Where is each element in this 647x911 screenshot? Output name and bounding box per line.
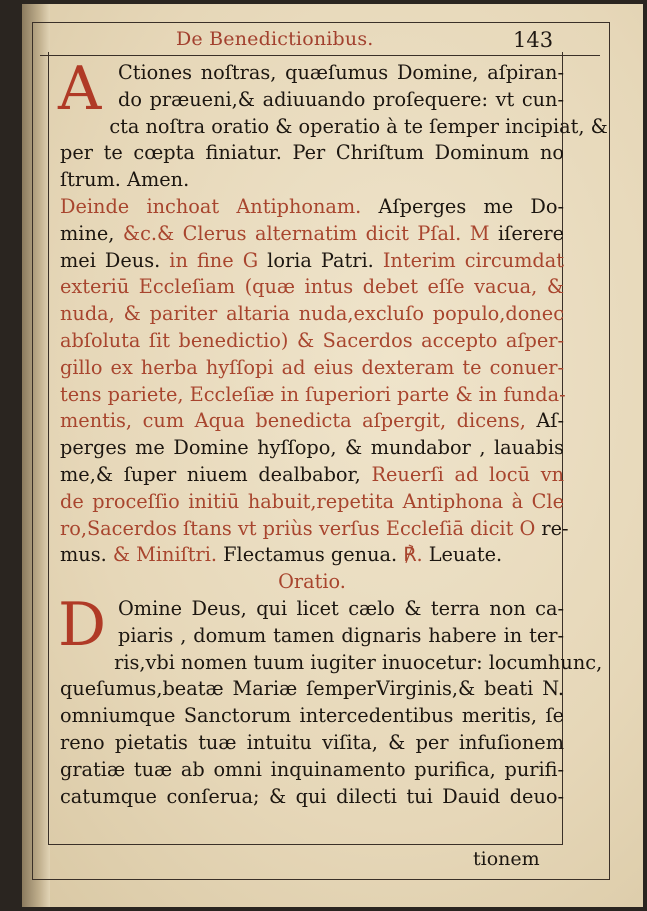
prayer-text: mus. — [60, 543, 113, 567]
prayer-text: Aſperges me Do- — [361, 194, 565, 218]
text-line: catumque conſerua; & qui dilecti tui Dauid deuo- — [60, 784, 564, 808]
prayer-text: Aſ- — [536, 409, 564, 433]
text-line — [60, 355, 564, 382]
prayer-text: Flectamus genua. — [217, 543, 404, 567]
rubric-paragraph — [60, 194, 569, 569]
opening-prayer-lines — [58, 54, 608, 194]
text-line: per te cœpta finiatur. Per Chriſtum Dominum no — [60, 141, 564, 165]
text-line — [60, 408, 564, 435]
rubric-text: & Miniſtri. — [112, 543, 218, 567]
text-line — [60, 435, 564, 462]
oratio-heading: Oratio. — [278, 570, 346, 594]
text-line: reno pietatis tuæ intuitu viſita, & per infuſionem — [60, 730, 564, 754]
prayer-text: re- — [535, 516, 569, 540]
text-line — [60, 328, 564, 355]
header-rule — [40, 55, 600, 56]
text-line — [60, 462, 564, 489]
text-line — [60, 301, 564, 328]
text-line — [60, 194, 564, 221]
prayer-text: perges me Domine hyſſopo, & mundabor , lauabis — [60, 436, 564, 460]
prayer-text: Leuate. — [422, 543, 503, 567]
prayer-text: mine, — [60, 221, 123, 245]
rubric-text: Interim circumdat — [382, 248, 565, 272]
text-line: ris,vbi nomen tuum iugiter inuocetur: locumhunc, — [114, 650, 603, 674]
rubric-text: Reuerſi ad locū vn — [371, 462, 564, 486]
text-line: Ctiones noſtras, quæſumus Domine, aſpiran- — [118, 61, 564, 84]
text-line: do præueni,& adiuuando proſequere: vt cun- — [118, 87, 564, 111]
rubric-text: de proceſſio initiū habuit,repetita Antiphona à Cle — [60, 489, 564, 513]
text-line: piaris , domum tamen dignaris habere in ter- — [118, 623, 564, 647]
rubric-text: &c.& Clerus alternatim dicit Pſal. M — [122, 221, 490, 245]
text-line: ſtrum. Amen. — [60, 168, 190, 192]
dropcap-a: A — [58, 54, 102, 124]
prayer-text: iſerere — [489, 221, 564, 245]
rubric-text: abſoluta ſit benedictio) & Sacerdos accepto aſper- — [60, 328, 564, 352]
catchword: tionem — [473, 848, 540, 870]
text-line: Omine Deus, qui licet cælo & terra non ca- — [118, 596, 564, 620]
rubric-text: in fine G — [169, 248, 259, 272]
rubric-text: nuda, & pariter altaria nuda,excluſo populo,donec — [60, 302, 564, 326]
text-line — [60, 489, 564, 516]
text-line — [60, 221, 564, 248]
dropcap-d: D — [58, 589, 107, 660]
text-line: cta noſtra oratio & operatio à te ſemper incipiat, & — [109, 114, 608, 138]
rubric-text: ro,Sacerdos ſtans vt priùs verſus Eccleſiā dicit O — [60, 516, 536, 540]
text-line — [60, 274, 564, 301]
rubric-text: exteriū Eccleſiam (quæ intus debet eſſe vacua, & — [60, 275, 564, 299]
oratio-prayer-lines — [58, 589, 603, 810]
rubric-text: tens pariete, Eccleſiæ in ſuperiori parte & in funda- — [60, 382, 566, 406]
prayer-text: mei Deus. — [60, 248, 170, 272]
oratio-prayer — [58, 589, 603, 810]
text-line — [60, 382, 564, 409]
prayer-text: loria Patri. — [258, 248, 383, 272]
running-title: De Benedictionibus. — [176, 28, 374, 50]
rubric-text: Deinde inchoat Antiphonam. — [60, 194, 362, 218]
text-line: gratiæ tuæ ab omni inquinamento purifica, purifi- — [60, 757, 564, 781]
rubric-text: ℟. — [403, 543, 423, 567]
rubric-text: mentis, cum Aqua benedicta aſpergit, dicens, — [60, 409, 537, 433]
opening-prayer — [58, 54, 608, 194]
text-body — [58, 54, 608, 810]
rubric-text: gillo ex herba hyſſopi ad eius dexteram te conuer- — [60, 355, 564, 379]
prayer-text: me,& ſuper niuem dealbabor, — [60, 462, 372, 486]
text-line — [60, 248, 564, 275]
page-number: 143 — [513, 28, 554, 52]
text-line: queſumus,beatæ Mariæ ſemperVirginis,& beati N. — [60, 677, 564, 701]
text-line — [60, 542, 564, 569]
text-line: omniumque Sanctorum intercedentibus meritis, ſe — [60, 704, 564, 728]
text-line — [60, 516, 569, 543]
